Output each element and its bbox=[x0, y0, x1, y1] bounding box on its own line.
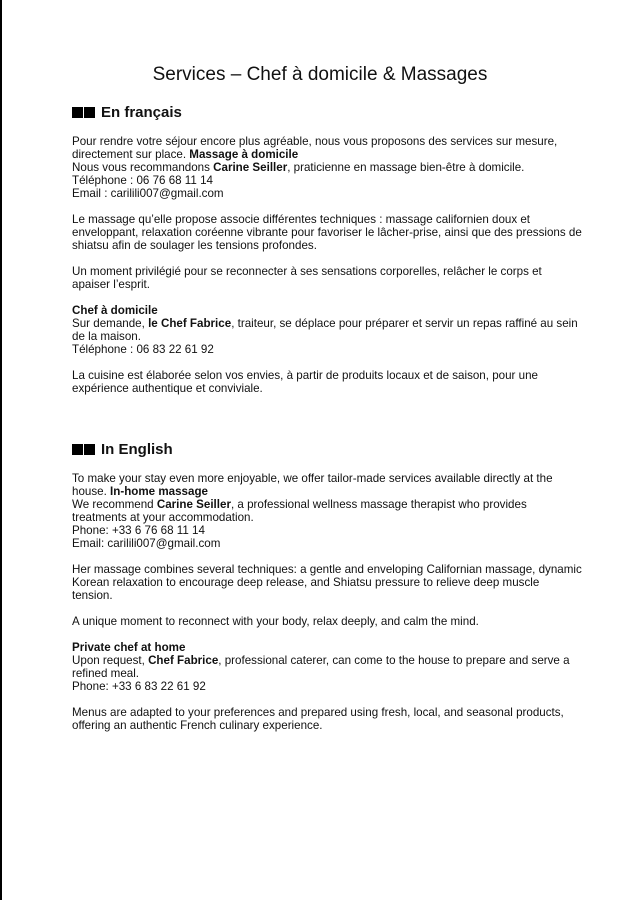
chef-block bbox=[72, 641, 582, 693]
chef-prefix: Sur demande, bbox=[72, 317, 149, 330]
chef-suffix: , professional caterer, can come to the house to prepare and serve a refined meal. bbox=[72, 654, 570, 680]
chef-name: Chef Fabrice bbox=[148, 654, 219, 667]
massage-email: Email: carilili007@gmail.com bbox=[72, 537, 221, 550]
recommendation-suffix: , a professional wellness massage therapist who provides treatments at your accommodation. bbox=[72, 498, 527, 524]
cuisine-paragraph: Menus are adapted to your preferences and prepared using fresh, local, and seasonal products, offering an authentic French culinary experience. bbox=[72, 706, 564, 732]
chef-title: Chef à domicile bbox=[72, 304, 158, 317]
massage-block bbox=[72, 135, 582, 200]
therapist-name: Carine Seiller bbox=[156, 498, 231, 511]
chef-name: le Chef Fabrice bbox=[148, 317, 232, 330]
therapist-name: Carine Seiller bbox=[213, 161, 288, 174]
chef-prefix: Upon request, bbox=[72, 654, 149, 667]
recommendation-prefix: We recommend bbox=[72, 498, 157, 511]
chef-title: Private chef at home bbox=[72, 641, 186, 654]
chef-suffix: , traiteur, se déplace pour préparer et servir un repas raffiné au sein de la maison. bbox=[72, 317, 578, 343]
techniques-paragraph: Her massage combines several techniques: a gentle and enveloping Californian massage, dynamic Korean relaxation to encourage deep release, and Shiatsu pressure to relieve deep muscle tension. bbox=[72, 563, 582, 602]
massage-phone: Phone: +33 6 76 68 11 14 bbox=[72, 524, 205, 537]
massage-title: In-home massage bbox=[110, 485, 208, 498]
massage-email: Email : carilili007@gmail.com bbox=[72, 187, 224, 200]
moment-paragraph: A unique moment to reconnect with your body, relax deeply, and calm the mind. bbox=[72, 615, 479, 628]
recommendation-prefix: Nous vous recommandons bbox=[72, 161, 214, 174]
section-english bbox=[72, 441, 582, 745]
section-french bbox=[72, 104, 582, 408]
recommendation-line bbox=[72, 498, 582, 524]
massage-phone: Téléphone : 06 76 68 11 14 bbox=[72, 174, 213, 187]
recommendation-suffix: , praticienne en massage bien-être à domicile. bbox=[287, 161, 525, 174]
intro-text: Pour rendre votre séjour encore plus agréable, nous vous proposons des services sur mesure, directement sur place. bbox=[72, 135, 558, 161]
heading-text: In English bbox=[101, 441, 173, 458]
chef-phone: Phone: +33 6 83 22 61 92 bbox=[72, 680, 206, 693]
chef-phone: Téléphone : 06 83 22 61 92 bbox=[72, 343, 214, 356]
cuisine-paragraph: La cuisine est élaborée selon vos envies, à partir de produits locaux et de saison, pour une expérience authentique et conviviale. bbox=[72, 369, 538, 395]
square-bullets-icon bbox=[72, 107, 95, 118]
massage-block bbox=[72, 472, 582, 550]
section-heading-english bbox=[72, 441, 582, 458]
page-title: Services – Chef à domicile & Massages bbox=[152, 64, 488, 85]
recommendation-line bbox=[72, 161, 582, 174]
square-bullets-icon bbox=[72, 444, 95, 455]
massage-title: Massage à domicile bbox=[189, 148, 299, 161]
chef-block bbox=[72, 304, 582, 356]
intro-text: To make your stay even more enjoyable, we offer tailor-made services available directly at the house. bbox=[72, 472, 553, 498]
section-heading-french bbox=[72, 104, 582, 121]
moment-paragraph: Un moment privilégié pour se reconnecter à ses sensations corporelles, relâcher le corps et apaiser l’esprit. bbox=[72, 265, 542, 291]
techniques-paragraph: Le massage qu’elle propose associe différentes techniques : massage californien doux et enveloppant, relaxation coréenne vibrante pour favoriser le lâcher-prise, ainsi que des pressions de shiatsu afin de soulager les tensions profondes. bbox=[72, 213, 582, 252]
page-left-border bbox=[0, 0, 2, 900]
heading-text: En français bbox=[101, 104, 182, 121]
